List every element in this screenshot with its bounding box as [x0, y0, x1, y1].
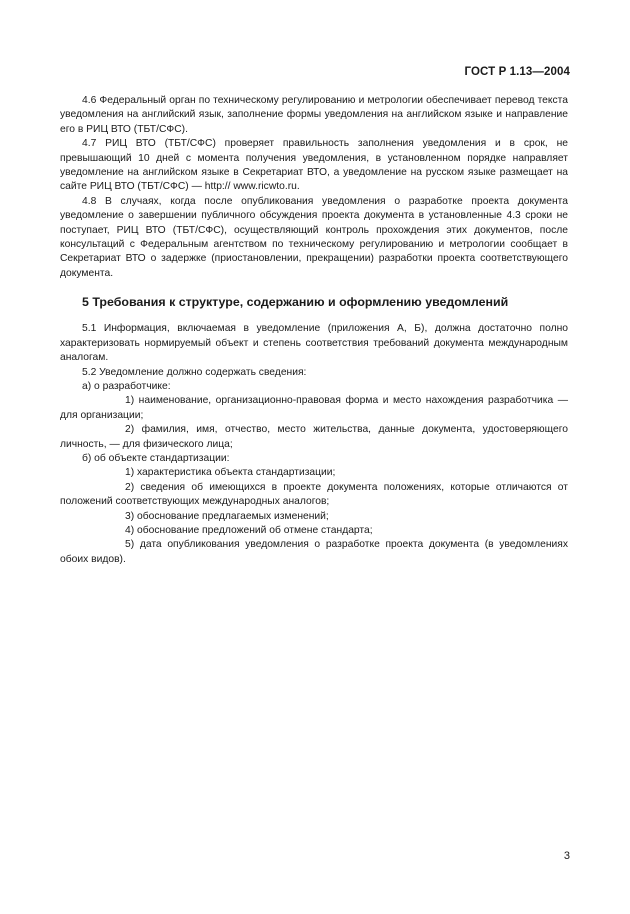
section-5-title: 5 Требования к структуре, содержанию и оформлению уведомлений — [82, 295, 509, 310]
list-item-a-2: 2) фамилия, имя, отчество, место жительства, данные документа, удостоверяющего личность, — для физического лица; — [60, 424, 568, 450]
list-item-b-4: 4) обоснование предложений об отмене стандарта; — [125, 524, 373, 536]
list-item-b-3: 3) обоснование предлагаемых изменений; — [125, 510, 329, 522]
paragraph-5-1: 5.1 Информация, включаемая в уведомление (приложения А, Б), должна достаточно полно характеризовать нормируемый объект и степень соответствия требований документа международным аналогам. — [60, 323, 568, 364]
paragraph-4-8: 4.8 В случаях, когда после опубликования уведомления о разработке проекта документа уведомление о завершении публичного обсуждения проекта документа в установленные 4.3 сроки не поступает, РИЦ ВТО (ТБТ/СФС), осуществляющий контроль прохождения этих документов, после консультаций с Федеральным агентством по техническому регулированию и метрологии сообщает в Секретариат ВТО о задержке (приостановлении, прекращении) разработки проекта соответствующего документа. — [60, 195, 568, 279]
page-number: 3 — [563, 850, 570, 862]
list-item-a: а) о разработчике: — [82, 380, 171, 392]
paragraph-5-2: 5.2 Уведомление должно содержать сведения: — [82, 366, 307, 378]
list-item-a-1: 1) наименование, организационно-правовая форма и место нахождения разработчика — для организации; — [60, 395, 568, 421]
paragraph-4-7: 4.7 РИЦ ВТО (ТБТ/СФС) проверяет правильность заполнения уведомления и в срок, не превышающий 10 дней с момента получения уведомления, в установленном порядке направляет уведомление на английском языке в Секретариат ВТО, а уведомление на русском языке размещает на сайте РИЦ ВТО (ТБТ/СФС) — http:// www.ricwto.ru. — [60, 138, 568, 193]
document-body — [60, 94, 568, 567]
list-item-b-1: 1) характеристика объекта стандартизации; — [125, 467, 336, 479]
list-item-b-5: 5) дата опубликования уведомления о разработке проекта документа (в уведомлениях обоих видов). — [60, 539, 568, 565]
list-item-b-2: 2) сведения об имеющихся в проекте документа положениях, которые отличаются от положений соответствующих международных аналогов; — [60, 481, 568, 508]
list-item-b: б) об объекте стандартизации: — [82, 452, 230, 464]
document-code-header: ГОСТ Р 1.13—2004 — [464, 66, 570, 78]
paragraph-4-6: 4.6 Федеральный орган по техническому регулированию и метрологии обеспечивает перевод текста уведомления на английский язык, заполнение формы уведомления на английском языке и направление его в РИЦ ВТО (ТБТ/СФС). — [60, 95, 568, 135]
